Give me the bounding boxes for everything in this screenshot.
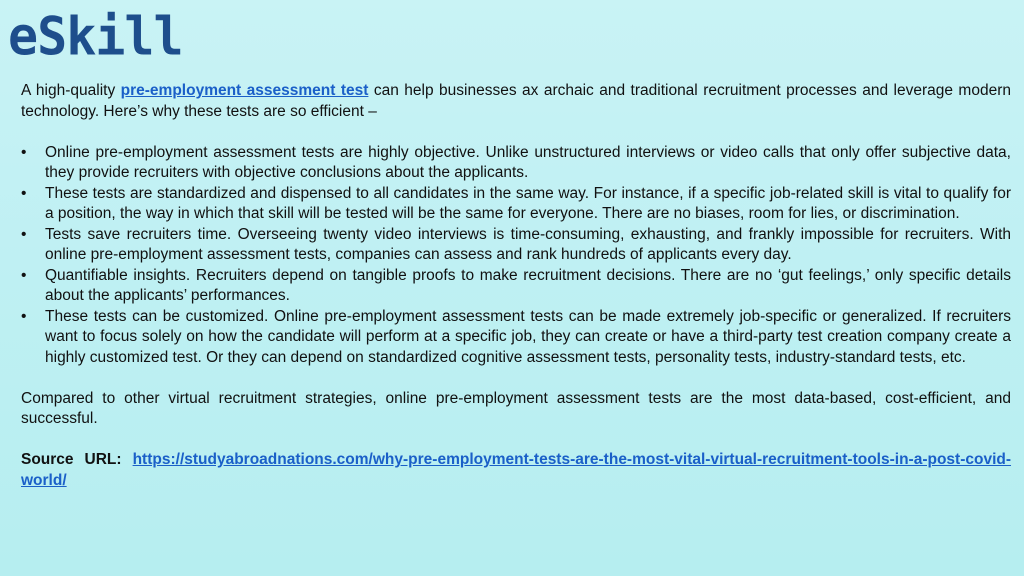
list-item-text: Tests save recruiters time. Overseeing twenty video interviews is time-consuming, exhausting, and frankly impossible for recruiters. With online pre-employment assessment tests, companies can assess and rank hundreds of applicants every day. bbox=[45, 225, 1011, 263]
eskill-logo: eSkill bbox=[8, 6, 183, 68]
spacer bbox=[21, 368, 1011, 389]
intro-text-after: can help businesses ax archaic and traditional recruitment processes and leverage modern technology. Here’s why these tests are so efficient – bbox=[21, 82, 1011, 120]
source-url-link[interactable]: https://studyabroadnations.com/why-pre-employment-tests-are-the-most-vital-virtual-recruitment-tools-in-a-post-covid-world/ bbox=[21, 451, 1012, 489]
spacer bbox=[21, 430, 1011, 451]
list-item bbox=[21, 266, 1011, 307]
bullet-marker: • bbox=[21, 143, 27, 161]
list-item-text: These tests are standardized and dispensed to all candidates in the same way. For instance, if a specific job-related skill is vital to qualify for a position, the way in which that skill will be tested will be the same for everyone. There are no biases, room for lies, or discrimination. bbox=[45, 184, 1011, 222]
conclusion-paragraph: Compared to other virtual recruitment strategies, online pre-employment assessment tests are the most data-based, cost-efficient, and successful. bbox=[21, 389, 1011, 427]
bullet-marker: • bbox=[21, 225, 27, 243]
list-item-text: Quantifiable insights. Recruiters depend on tangible proofs to make recruitment decisions. There are no ‘gut feelings,’ only specific details about the applicants’ performances. bbox=[45, 266, 1011, 304]
list-item bbox=[21, 307, 1011, 369]
list-item bbox=[21, 225, 1011, 266]
intro-text-before: A high-quality bbox=[21, 82, 121, 99]
assessment-test-link[interactable]: pre-employment assessment test bbox=[120, 82, 369, 99]
list-item bbox=[21, 184, 1011, 225]
source-label: Source URL: bbox=[21, 451, 122, 468]
source-paragraph bbox=[21, 450, 1011, 491]
bullet-marker: • bbox=[21, 307, 27, 325]
bullet-marker: • bbox=[21, 184, 27, 202]
list-item bbox=[21, 143, 1011, 184]
spacer bbox=[21, 122, 1011, 143]
list-item-text: Online pre-employment assessment tests are highly objective. Unlike unstructured interviews or video calls that only offer subjective data, they provide recruiters with objective conclusions about the applicants. bbox=[45, 143, 1011, 181]
benefits-list bbox=[21, 143, 1011, 369]
intro-paragraph bbox=[21, 81, 1011, 122]
list-item-text: These tests can be customized. Online pre-employment assessment tests can be made extremely job-specific or generalized. If recruiters want to focus solely on how the candidate will perform at a specific job, they can create or have a third-party test creation company create a highly customized test. Or they can depend on standardized cognitive assessment tests, personality tests, industry-standard tests, etc. bbox=[45, 307, 1011, 366]
document-body bbox=[21, 81, 1011, 491]
bullet-marker: • bbox=[21, 266, 27, 284]
